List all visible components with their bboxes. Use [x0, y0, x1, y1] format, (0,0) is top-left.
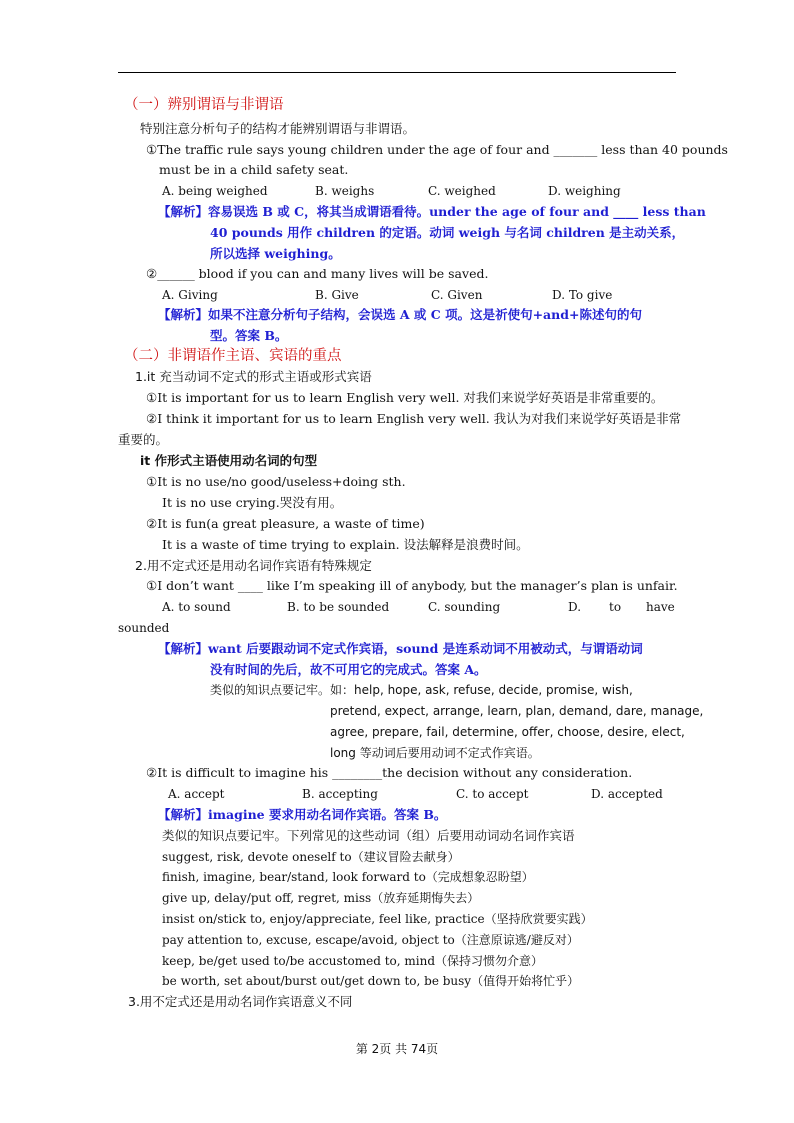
q1-option-b: B. weighs [315, 184, 375, 198]
it-gerund-heading: it 作形式主语使用动名词的句型 [140, 453, 318, 468]
gerund-list-item-6: keep, be/get used to/be accustomed to, mind（保持习惯勿介意） [162, 954, 544, 968]
q2-line1: ②______ blood if you can and many lives will be saved. [146, 266, 489, 281]
q1-line2: must be in a child safety seat. [159, 162, 349, 177]
q2-option-a: A. Giving [162, 288, 218, 302]
section-1-intro: 特别注意分析句子的结构才能辨别谓语与非谓语。 [140, 121, 416, 136]
q3-option-d-cont: sounded [118, 621, 170, 635]
q2-option-b: B. Give [315, 288, 359, 302]
gerund-list-item-5: pay attention to, excuse, escape/avoid, object to（注意原谅逃/避反对） [162, 933, 579, 947]
q3-option-d: D. [568, 600, 582, 614]
section-1-title: （一）辨别谓语与非谓语 [124, 97, 284, 113]
q3-note-1: 类似的知识点要记牢。如：help, hope, ask, refuse, decide, promise, wish, [210, 683, 633, 697]
q1-option-d: D. weighing [548, 184, 621, 198]
q3-note-3: agree, prepare, fail, determine, offer, choose, desire, elect, [330, 725, 685, 739]
q3-option-a: A. to sound [162, 600, 231, 614]
q2-option-c: C. Given [431, 288, 483, 302]
q3-note-4: long 等动词后要用动词不定式作宾语。 [330, 746, 540, 760]
gerund-list-item-2: finish, imagine, bear/stand, look forward to（完成想象忍盼望） [162, 870, 534, 884]
section-2-title: （二）非谓语作主语、宾语的重点 [124, 348, 342, 364]
it-example-1a: ①It is no use/no good/useless+doing sth. [146, 474, 406, 489]
header-rule [118, 72, 676, 73]
analysis-tag: 【解析】 [158, 204, 209, 219]
gerund-list-intro: 类似的知识点要记牢。下列常见的这些动词（组）后要用动词动名词作宾语 [162, 828, 575, 843]
q3-option-d-word1: to [609, 600, 622, 614]
analysis-tag: 【解析】 [158, 641, 209, 656]
gerund-list-item-3: give up, delay/put off, regret, miss（放弃延期悔失去） [162, 891, 480, 905]
q1-analysis-line3: 所以选择 weighing。 [210, 246, 341, 261]
point-1-example-1: ①It is important for us to learn English very well. 对我们来说学好英语是非常重要的。 [146, 390, 664, 405]
it-example-2a: ②It is fun(a great pleasure, a waste of time) [146, 516, 425, 531]
q2-analysis-line2: 型。答案 B。 [210, 328, 288, 343]
point-1-heading: 1.it 充当动词不定式的形式主语或形式宾语 [135, 369, 372, 384]
q3-analysis-line2: 没有时间的先后，故不可用它的完成式。答案 A。 [210, 662, 487, 677]
it-example-2b: It is a waste of time trying to explain. 设法解释是浪费时间。 [162, 537, 529, 552]
q4-line1: ②It is difficult to imagine his ________the decision without any consideration. [146, 765, 633, 780]
analysis-tag: 【解析】 [158, 807, 209, 822]
q3-option-b: B. to be sounded [287, 600, 390, 614]
gerund-list-item-1: suggest, risk, devote oneself to（建议冒险去献身） [162, 850, 460, 864]
q3-line1: ①I don’t want ____ like I’m speaking ill of anybody, but the manager’s plan is unfair. [146, 578, 678, 593]
gerund-list-item-4: insist on/stick to, enjoy/appreciate, feel like, practice（坚持欣赏要实践） [162, 912, 593, 926]
q1-analysis-line1: 【解析】容易误选 B 或 C，将其当成谓语看待。under the age of four and ____ less than [158, 204, 706, 219]
it-example-1b: It is no use crying.哭没有用。 [162, 495, 343, 510]
q4-option-d: D. accepted [591, 787, 663, 801]
q3-option-c: C. sounding [428, 600, 501, 614]
point-1-example-2a: ②I think it important for us to learn English very well. 我认为对我们来说学好英语是非常 [146, 411, 682, 426]
q1-option-c: C. weighed [428, 184, 496, 198]
analysis-tag: 【解析】 [158, 307, 209, 322]
q4-option-b: B. accepting [302, 787, 378, 801]
page-footer: 第 2页 共 74页 [355, 1042, 439, 1056]
q2-analysis-line1: 【解析】如果不注意分析句子结构，会误选 A 或 C 项。这是祈使句+and+陈述句的句 [158, 307, 642, 322]
gerund-list-item-7: be worth, set about/burst out/get down to, be busy（值得开始将忙乎） [162, 974, 580, 988]
q4-analysis-line1: 【解析】imagine 要求用动名词作宾语。答案 B。 [158, 807, 447, 822]
q4-option-c: C. to accept [456, 787, 529, 801]
point-3-heading: 3.用不定式还是用动名词作宾语意义不同 [128, 994, 353, 1009]
q3-note-2: pretend, expect, arrange, learn, plan, demand, dare, manage, [330, 704, 704, 718]
q4-option-a: A. accept [168, 787, 225, 801]
q2-option-d: D. To give [552, 288, 613, 302]
q1-line1: ①The traffic rule says young children under the age of four and _______ less than 40 pounds [146, 142, 728, 157]
q3-analysis-line1: 【解析】want 后要跟动词不定式作宾语，sound 是连系动词不用被动式，与谓语动词 [158, 641, 643, 656]
point-2-heading: 2.用不定式还是用动名词作宾语有特殊规定 [135, 558, 372, 573]
q1-option-a: A. being weighed [162, 184, 268, 198]
q1-analysis-line2: 40 pounds 用作 children 的定语。动词 weigh 与名词 children 是主动关系， [210, 225, 685, 240]
point-1-example-2b: 重要的。 [118, 432, 169, 447]
q3-option-d-word2: have [646, 600, 675, 614]
